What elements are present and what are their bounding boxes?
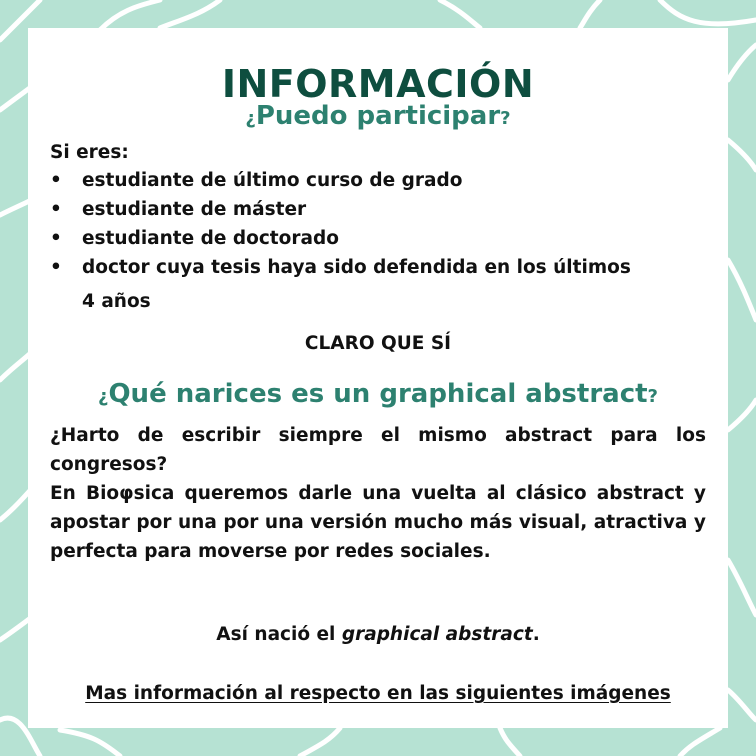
list-item: • estudiante de último curso de grado xyxy=(50,166,690,195)
heading-open-mark: ¿ xyxy=(245,108,256,129)
bullet-icon: • xyxy=(50,257,62,278)
heading-text: Puedo participar xyxy=(255,101,501,131)
more-info-link: Mas información al respecto en las siguientes imágenes xyxy=(85,683,671,704)
eligibility-answer: CLARO QUE SÍ xyxy=(304,333,452,354)
eligibility-intro: Si eres: xyxy=(50,142,129,163)
heading-can-i-participate xyxy=(28,100,728,135)
heading-open-mark: ¿ xyxy=(98,386,109,407)
list-item: • estudiante de máster xyxy=(50,195,690,224)
page-title: INFORMACIÓN xyxy=(221,62,535,106)
list-item-continuation: 4 años xyxy=(82,291,151,312)
conclusion-line: Así nació el graphical abstract. xyxy=(216,624,540,645)
bullet-icon: • xyxy=(50,199,62,220)
info-card xyxy=(28,28,728,728)
heading-what-is-graphical-abstract xyxy=(28,378,728,413)
list-item: • doctor cuya tesis haya sido defendida en los últimos xyxy=(50,253,690,282)
emphasis-graphical-abstract: graphical abstract xyxy=(341,624,533,645)
eligibility-list xyxy=(50,166,690,319)
list-item: • estudiante de doctorado xyxy=(50,224,690,253)
bullet-icon: • xyxy=(50,228,62,249)
heading-close-mark: ? xyxy=(647,386,658,407)
paragraph-description: En Bioφsica queremos darle una vuelta al clásico abstract y apostar por una por una versión mucho más visual, atractiva y perfecta para moverse por redes sociales. xyxy=(50,483,706,562)
heading-text: Qué narices es un graphical abstract xyxy=(108,379,648,409)
bullet-icon: • xyxy=(50,170,62,191)
paragraph-question: ¿Harto de escribir siempre el mismo abstract para los congresos? xyxy=(50,425,706,475)
heading-close-mark: ? xyxy=(500,108,511,129)
